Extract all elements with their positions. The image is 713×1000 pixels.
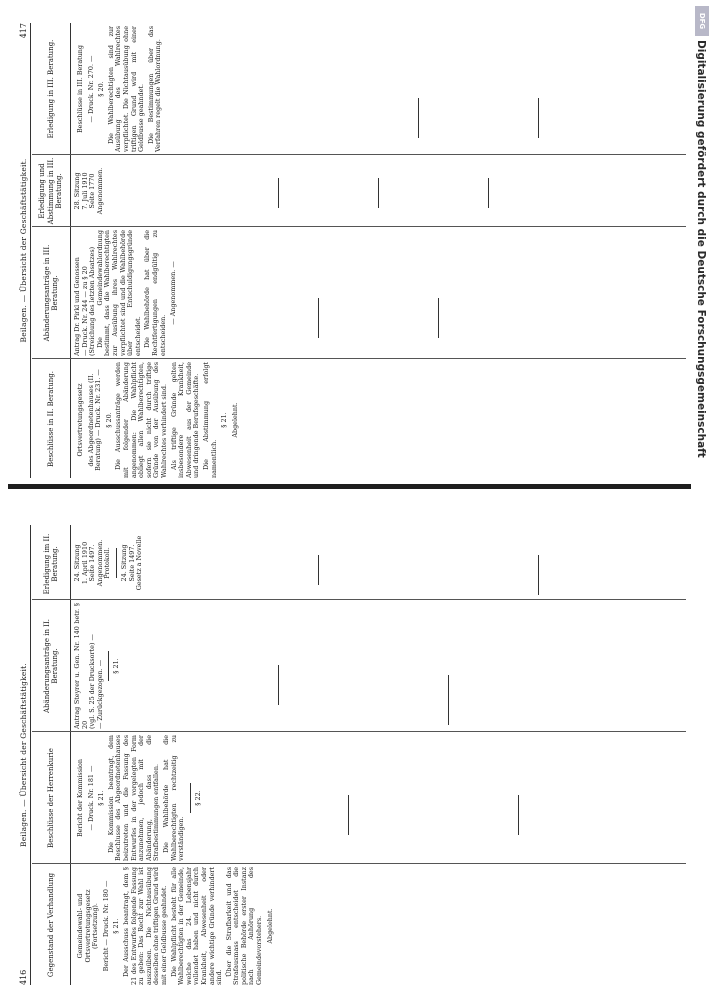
column-header: Beschlüsse der Herrenkurie <box>46 748 55 848</box>
column-header-row <box>32 525 71 985</box>
text-line: 24. Sitzung <box>73 544 81 582</box>
body-paragraph: Die Wahlpflicht besteht für alle Wahlberechtigten in der Gemeinde, welche das 24. Lebensjahr vollendet haben und nicht durch Krankheit, Abwesenheit oder andere wichtige Gründe verhindert sind. <box>169 867 224 985</box>
running-head: Beilagen. — Übersicht der Geschäftstätigkeit. <box>19 158 28 343</box>
column-body <box>74 26 165 152</box>
section-heading: Ortsvertretungsgesetz <box>76 383 84 457</box>
paragraph-number: § 20. <box>104 412 113 428</box>
column-header: Gegenstand der Verhandlung <box>46 872 55 978</box>
section-subheading: Bericht — Druck. Nr. 180 — <box>101 880 110 972</box>
section-heading: Beschlüsse in III. Beratung <box>76 44 84 134</box>
column-body <box>74 230 180 356</box>
body-paragraph: Die Wahlbehörde hat über die Rechtfertigungen endgültig zu entscheiden. <box>143 230 167 356</box>
text-line: — Zurückgezogen. — <box>95 659 104 729</box>
section-subheading: des Abgeordnetenhauses (II. Beratung) — Druck. Nr. 231. — <box>86 369 103 471</box>
placeholder-dash <box>378 178 379 208</box>
placeholder-dash <box>278 178 279 208</box>
text-line: Seite 1497. <box>88 544 97 582</box>
paragraph-number: § 21. <box>220 412 229 428</box>
right-page <box>18 23 690 478</box>
page-number: 417 <box>19 23 28 39</box>
running-head: Beilagen. — Übersicht der Geschäftstätigkeit. <box>19 663 28 847</box>
text-line: (vgl. S. 25 der Drucksorte) — <box>88 634 97 729</box>
placeholder-dash <box>318 555 319 585</box>
section-subheading: — Druck. Nr. 270. — <box>86 55 95 123</box>
closing-note: Abgelehnt. <box>265 908 274 944</box>
text-line: Angenommen. <box>95 167 104 215</box>
placeholder-dash <box>348 795 349 835</box>
column-header: Erledigung in III. Beratung. <box>46 39 55 139</box>
separator-rule <box>108 651 109 681</box>
placeholder-dash <box>538 555 539 595</box>
column-divider <box>32 599 686 600</box>
text-line: — Druck. Nr. 244 — zu § 20 <box>80 266 89 356</box>
text-line: 28. Sitzung <box>73 172 81 210</box>
header-rule <box>30 525 31 985</box>
placeholder-dash <box>438 298 439 338</box>
text-line: Angenommen. <box>95 539 104 587</box>
body-paragraph: Die Ausschussanträge werden mit folgender Abänderung angenommen: Die Wahlpflicht obliegt allen Wahlberechtigten, sofern sie nicht durch triftige Gründe von der Ausübung des Wahlrechtes verhindert sind. <box>114 362 168 478</box>
closing-note: Abgelehnt. <box>230 402 239 438</box>
text-line: Protokoll. <box>103 547 112 579</box>
body-paragraph: Die Wahlberechtigten sind zur Ausübung des Wahlrechtes verpflichtet. Die Nichtausübung ohne triftigen Grund wird mit einer Geldbusse geahndet. <box>106 26 146 152</box>
column-header: Abänderungsanträge in II. Beratung. <box>42 619 59 713</box>
separator-rule <box>116 548 117 578</box>
paragraph-number: § 21. <box>112 658 121 674</box>
column-body <box>74 158 104 224</box>
placeholder-dash <box>318 298 319 338</box>
column-header: Erledigung und Abstimmung in III. Beratung. <box>38 157 64 225</box>
paragraph-number: § 21. <box>112 918 121 934</box>
dfg-logo: DFG <box>695 6 709 36</box>
text-line: (Streichung des letzten Absatzes) <box>88 246 97 356</box>
text-line: — Angenommen. — <box>169 261 178 325</box>
body-paragraph: Die Gemeindewahlordnung bestimmt, dass die Wahlberechtigten zur Ausübung ihres Wahlrechtes verpflichtet sind und die Wahlbehörde über Entschuldigungsgründe entscheidet. <box>95 230 142 356</box>
column-body <box>74 735 204 861</box>
column-header: Beschlüsse in II. Beratung. <box>46 371 55 467</box>
body-paragraph: Als triftige Gründe gelten insbesondere Krankheit, Abwesenheit aus der Gemeinde und dringende Berufsgeschäfte. <box>169 362 201 478</box>
paragraph-number: § 22. <box>193 790 202 806</box>
text-line: Gesetz a Novelle <box>135 535 144 591</box>
text-line: Seite 1497. <box>127 544 136 582</box>
text-line: Seite 1770 <box>88 173 97 209</box>
text-line: 7. Juli 1910 <box>80 172 89 210</box>
gutter-rule <box>8 484 708 489</box>
placeholder-dash <box>448 675 449 725</box>
page-number: 416 <box>19 969 28 985</box>
placeholder-dash <box>488 178 489 208</box>
body-paragraph: Die Bestimmungen über das Verfahren regelt die Wahlordnung. <box>146 26 163 152</box>
column-divider <box>32 863 686 864</box>
body-paragraph: Die Kommission beantragt, dem Beschlusse des Abgeordnetenhauses beizutreten und die Fassung des Entwurfes in der vorgelegten Form anzunehmen, jedoch mit der Abänderung, dass die Strafbestimmungen entfallen. <box>106 735 161 861</box>
column-header: Abänderungsanträge in III. Beratung. <box>42 244 59 342</box>
placeholder-dash <box>278 665 279 705</box>
text-line: 1. April 1910 <box>80 541 89 585</box>
section-subheading: — Druck. Nr. 181 — <box>86 765 95 831</box>
column-body <box>74 867 276 985</box>
text-line: Antrag Dr. Pirkl und Genossen <box>73 257 81 356</box>
column-header: Erledigung im II. Beratung. <box>42 533 59 595</box>
section-heading: Gemeindewahl- und Ortsvertretungsgesetz (Fortsetzung). <box>76 889 100 963</box>
digitization-credit: Digitalisierung gefördert durch die Deutsche Forschungsgemeinschaft <box>695 40 707 458</box>
header-rule <box>30 23 31 478</box>
column-body <box>74 362 241 478</box>
placeholder-dash <box>538 98 539 138</box>
body-paragraph: Über die Strafbarkeit und das Strafausmass entscheidet die politische Behörde erster Instanz nach Anhörung des Gemeindevorstehers. <box>224 867 264 985</box>
text-line: Antrag Steyrer u. Gen. Nr. 140 betr. § 20 <box>73 603 89 729</box>
column-divider <box>32 358 686 359</box>
placeholder-dash <box>418 98 419 138</box>
separator-rule <box>190 783 191 813</box>
body-paragraph: Die Abstimmung erfolgt namentlich. <box>201 362 218 478</box>
paragraph-number: § 21. <box>97 790 106 806</box>
column-divider <box>32 731 686 732</box>
paragraph-number: § 20. <box>97 81 106 97</box>
text-line: 24. Sitzung <box>119 544 128 582</box>
column-divider <box>32 154 686 155</box>
body-paragraph: Die Wahlbehörde hat die Wahlberechtigten rechtzeitig zu verständigen. <box>161 735 186 861</box>
column-divider <box>32 226 686 227</box>
section-heading: Bericht der Kommission <box>76 759 84 838</box>
column-body <box>74 603 123 729</box>
column-body <box>74 529 144 597</box>
left-page <box>18 525 690 985</box>
credit-strip <box>691 0 713 1000</box>
body-paragraph: Der Ausschuss beantragt, dem § 21 des Entwurfes folgende Fassung zu geben: Das Recht zur Wahl ist auszuüben. Die Nichtausübung desselben ohne triftigen Grund wird mit einer Geldbusse geahndet. <box>121 866 168 985</box>
column-header-row <box>32 23 71 478</box>
placeholder-dash <box>518 795 519 835</box>
